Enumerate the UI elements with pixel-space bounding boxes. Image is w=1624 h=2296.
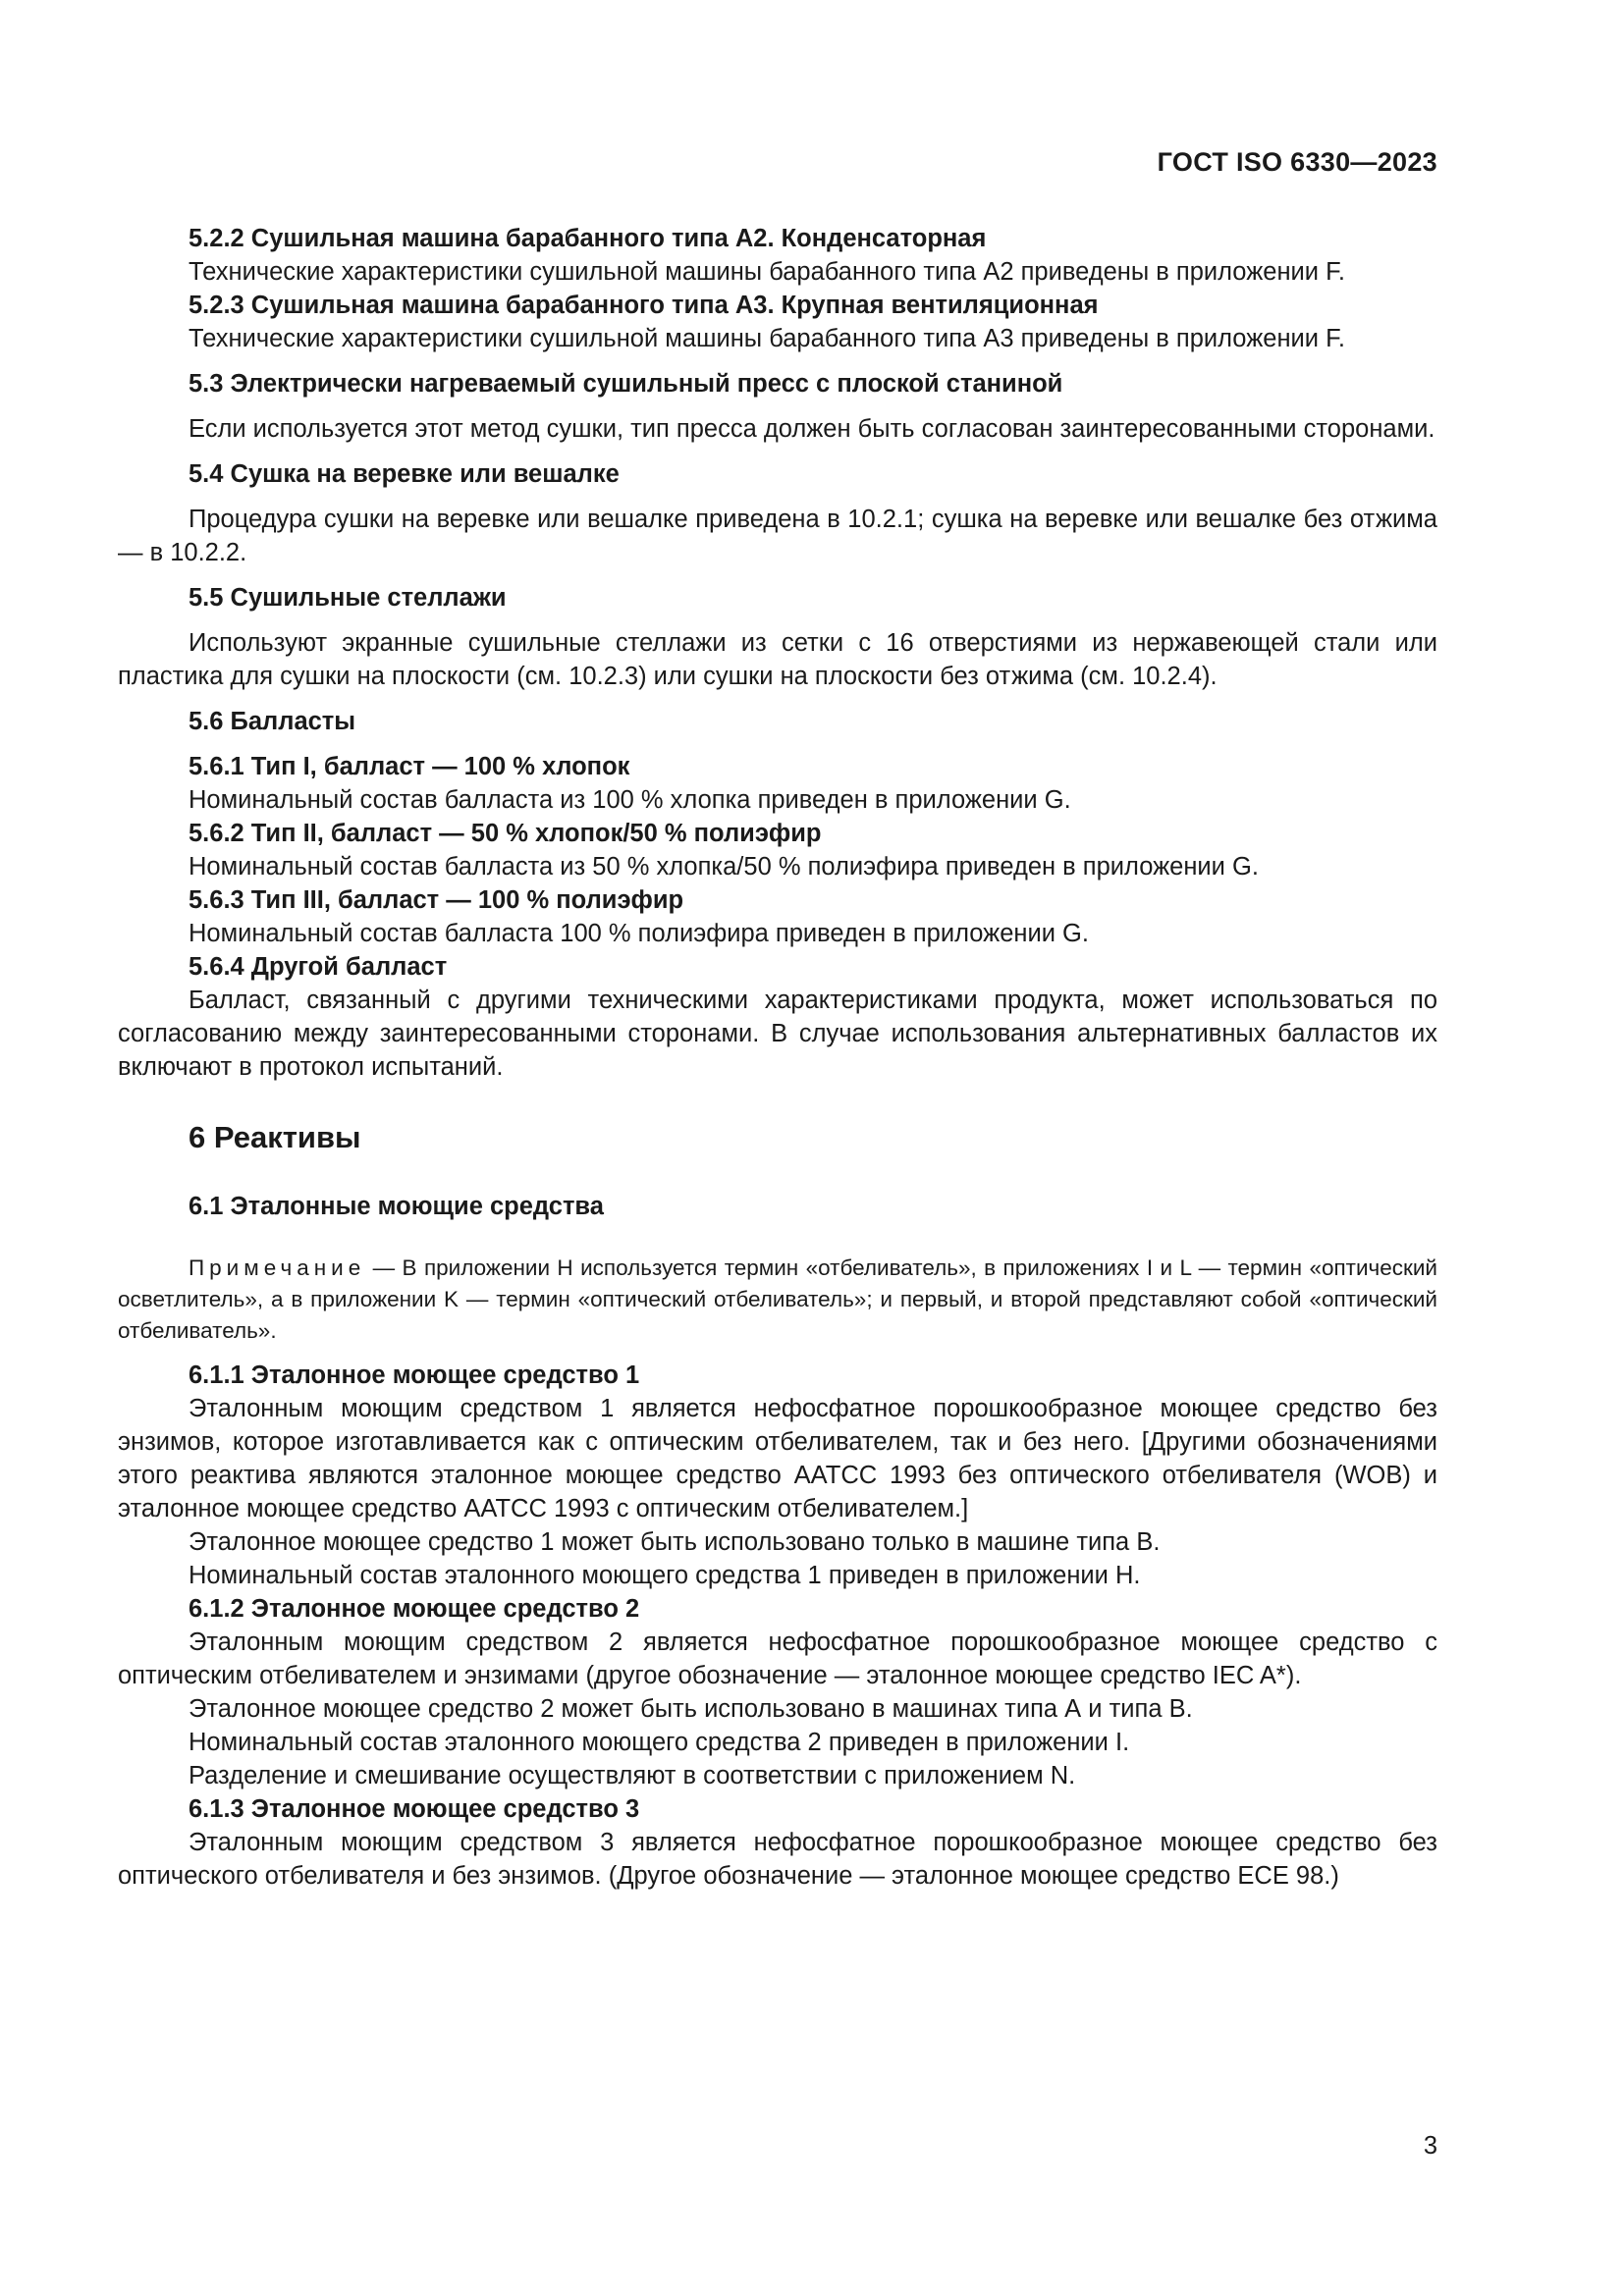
paragraph: Эталонное моющее средство 1 может быть использовано только в машине типа В. [189,1528,1161,1556]
paragraph: Номинальный состав балласта из 50 % хлопка/50 % полиэфира приведен в приложении G. [189,853,1259,881]
paragraph: Разделение и смешивание осуществляют в соответствии с приложением N. [189,1762,1076,1789]
heading-6-1-3: 6.1.3 Эталонное моющее средство 3 [189,1795,640,1823]
paragraph: Номинальный состав балласта из 100 % хлопка приведен в приложении G. [189,786,1071,814]
paragraph: Номинальный состав эталонного моющего средства 1 приведен в приложении H. [189,1562,1141,1589]
heading-5-2-2: 5.2.2 Сушильная машина барабанного типа А2. Конденсаторная [189,225,987,252]
heading-6-1-2: 6.1.2 Эталонное моющее средство 2 [189,1595,640,1623]
heading-5-6-3: 5.6.3 Тип III, балласт — 100 % полиэфир [189,886,684,914]
heading-5-2-3: 5.2.3 Сушильная машина барабанного типа А3. Крупная вентиляционная [189,292,1099,319]
heading-5-6-4: 5.6.4 Другой балласт [189,953,448,981]
heading-5-4: 5.4 Сушка на веревке или вешалке [189,460,620,488]
paragraph: Если используется этот метод сушки, тип пресса должен быть согласован заинтересованными сторонами. [189,415,1435,443]
note-label: Примечание [189,1255,366,1280]
paragraph: Эталонным моющим средством 2 является нефосфатное порошкообразное моющее средство с оптическим отбеливателем и энзимами (другое обозначение — эталонное моющее средство IEC A*). [118,1629,1437,1689]
paragraph: Эталонное моющее средство 2 может быть использовано в машинах типа А и типа В. [189,1695,1193,1723]
paragraph: Используют экранные сушильные стеллажи из сетки с 16 отверстиями из нержавеющей стали или пластика для сушки на плоскости (см. 10.2.3) или сушки на плоскости без отжима (см. 10.2.4). [118,629,1437,690]
paragraph: Номинальный состав эталонного моющего средства 2 приведен в приложении I. [189,1729,1130,1756]
paragraph: Процедура сушки на веревке или вешалке приведена в 10.2.1; сушка на веревке или вешалке без отжима — в 10.2.2. [118,506,1437,566]
paragraph: Эталонным моющим средством 3 является нефосфатное порошкообразное моющее средство без оптического отбеливателя и без энзимов. (Другое обозначение — эталонное моющее средство ECE 98.) [118,1829,1437,1890]
heading-5-3: 5.3 Электрически нагреваемый сушильный пресс с плоской станиной [189,370,1063,398]
heading-6-1-1: 6.1.1 Эталонное моющее средство 1 [189,1362,640,1389]
paragraph: Балласт, связанный с другими техническими характеристиками продукта, может использоваться по согласованию между заинтересованными сторонами. В случае использования альтернативных балластов их включают в протокол испытаний. [118,987,1437,1081]
page-number: 3 [1423,2132,1437,2160]
paragraph: Технические характеристики сушильной машины барабанного типа А2 приведены в приложении F. [189,258,1345,286]
section-heading-6: 6 Реактивы [189,1120,361,1154]
heading-5-6-2: 5.6.2 Тип II, балласт — 50 % хлопок/50 % полиэфир [189,820,822,847]
paragraph: Номинальный состав балласта 100 % полиэфира приведен в приложении G. [189,920,1089,947]
heading-5-6-1: 5.6.1 Тип I, балласт — 100 % хлопок [189,753,630,780]
document-code-header: ГОСТ ISO 6330—2023 [1157,147,1437,177]
page-body [118,222,1437,1893]
note [118,1253,1437,1347]
paragraph: Технические характеристики сушильной машины барабанного типа А3 приведены в приложении F. [189,325,1345,352]
note-text: — В приложении H используется термин «отбеливатель», в приложениях I и L — термин «оптический осветлитель», а в приложении K — термин «оптический отбеливатель»; и первый, и второй представляют собой «оптический отбеливатель». [118,1255,1437,1343]
heading-5-5: 5.5 Сушильные стеллажи [189,584,507,612]
heading-6-1: 6.1 Эталонные моющие средства [189,1193,604,1220]
heading-5-6: 5.6 Балласты [189,708,356,735]
paragraph: Эталонным моющим средством 1 является нефосфатное порошкообразное моющее средство без энзимов, которое изготавливается как с оптическим отбеливателем, так и без него. [Другими обозначениями этого реактива являются эталонное моющее средство AATCC 1993 без оптического отбеливателя (WOB) и эталонное моющее средство AATCC 1993 с оптическим отбеливателем.] [118,1395,1437,1522]
